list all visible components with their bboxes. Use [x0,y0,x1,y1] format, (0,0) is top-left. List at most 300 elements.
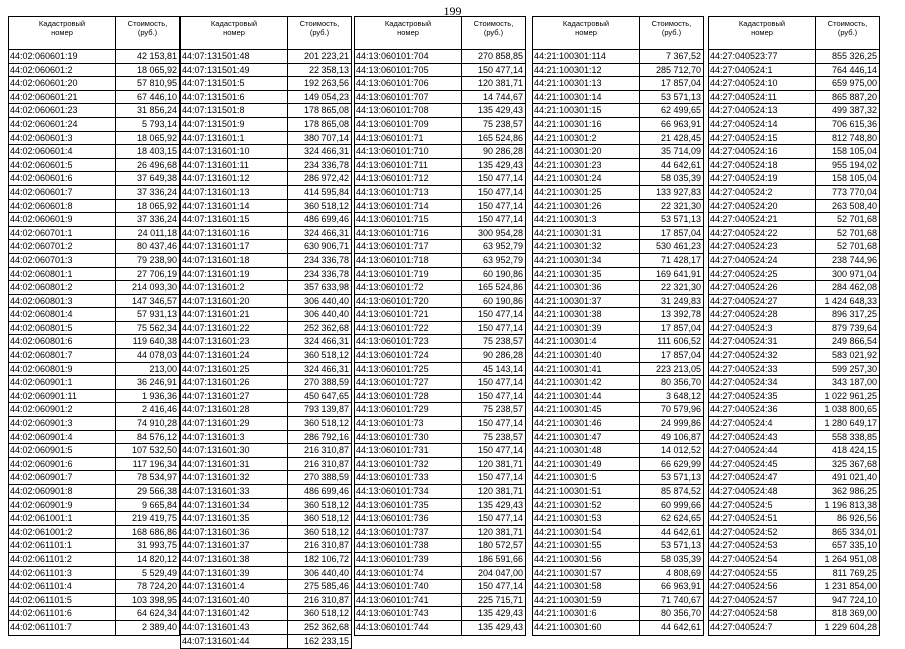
cadastral-number-cell: 44:13:060101:718 [355,254,462,267]
table-row [9,580,179,594]
table-row [9,390,179,404]
cost-cell: 103 398,95 [131,594,177,605]
table-row [355,512,525,526]
table-row [533,499,703,513]
table-row [533,50,703,64]
table-row [355,281,525,295]
table-row [355,227,525,241]
cost-cell: 53 571,13 [660,214,701,225]
cost-cell: 213,00 [149,363,177,374]
table-row [181,77,351,91]
cadastral-number-cell: 44:07:131601:33 [181,485,288,498]
cadastral-number-cell: 44:21:100301:114 [533,50,640,63]
cadastral-number-cell: 44:21:100301:23 [533,159,640,172]
cadastral-number-cell: 44:07:131601:35 [181,512,288,525]
table-row [533,403,703,417]
table-row [533,539,703,553]
cadastral-number-cell: 44:21:100301:59 [533,594,640,607]
cost-cell: 75 562,34 [136,322,177,333]
table-row [181,335,351,349]
cost-table-3 [354,16,526,636]
table-row [9,363,179,377]
cadastral-number-cell: 44:13:060101:731 [355,444,462,457]
table-row [9,417,179,431]
table-row [355,77,525,91]
cost-cell: 360 518,12 [303,350,349,361]
cost-cell: 818 369,00 [831,608,877,619]
cost-cell: 165 524,86 [477,132,523,143]
cost-cell: 75 238,57 [482,431,523,442]
cost-cell: 865 334,01 [831,526,877,537]
cost-cell: 450 647,65 [303,390,349,401]
cost-cell: 133 927,83 [655,186,701,197]
table-row [9,227,179,241]
cadastral-number-cell: 44:21:100301:53 [533,512,640,525]
cadastral-number-cell: 44:07:131601:4 [181,580,288,593]
cost-cell: 324 466,31 [303,336,349,347]
cost-cell: 360 518,12 [303,200,349,211]
table-row [9,539,179,553]
table-row [181,145,351,159]
cost-cell: 18 065,92 [136,64,177,75]
cadastral-number-cell: 44:02:060801:6 [9,335,116,348]
cost-cell: 3 648,12 [665,390,701,401]
table-row [533,308,703,322]
cost-cell: 120 381,71 [477,526,523,537]
cadastral-number-cell: 44:21:100301:60 [533,621,640,635]
table-row [533,526,703,540]
table-row [709,431,879,445]
cost-cell: 44 642,61 [660,526,701,537]
cadastral-number-cell: 44:07:131601:13 [181,186,288,199]
cadastral-number-cell: 44:13:060101:733 [355,471,462,484]
cadastral-number-cell: 44:21:100301:24 [533,172,640,185]
table-row [355,567,525,581]
cadastral-number-cell: 44:07:131601:18 [181,254,288,267]
header-cost: Стоимость, (руб.) [299,19,340,37]
cadastral-number-cell: 44:13:060101:729 [355,403,462,416]
table-row [181,471,351,485]
cadastral-number-cell: 44:07:131601:3 [181,431,288,444]
cadastral-number-cell: 44:27:040524:51 [709,512,816,525]
cost-cell: 64 624,34 [136,608,177,619]
cadastral-number-cell: 44:13:060101:723 [355,335,462,348]
cost-cell: 90 286,28 [482,146,523,157]
table-header [533,17,703,50]
cadastral-number-cell: 44:02:060601:3 [9,132,116,145]
table-row [709,240,879,254]
cost-cell: 120 381,71 [477,458,523,469]
cadastral-number-cell: 44:21:100301:36 [533,281,640,294]
cadastral-number-cell: 44:13:060101:715 [355,213,462,226]
cost-cell: 530 461,23 [655,241,701,252]
cadastral-number-cell: 44:13:060101:734 [355,485,462,498]
cost-cell: 896 317,25 [831,309,877,320]
cadastral-number-cell: 44:07:131501:5 [181,77,288,90]
cadastral-number-cell: 44:21:100301:51 [533,485,640,498]
table-row [355,417,525,431]
cost-cell: 90 286,28 [482,350,523,361]
table-row [533,64,703,78]
cadastral-number-cell: 44:21:100301:56 [533,553,640,566]
cost-cell: 27 706,19 [136,268,177,279]
table-row [709,553,879,567]
cost-cell: 74 910,28 [136,418,177,429]
cadastral-number-cell: 44:21:100301:12 [533,64,640,77]
cost-cell: 53 571,13 [660,472,701,483]
cost-cell: 45 143,14 [482,363,523,374]
table-row [181,91,351,105]
table-row [9,335,179,349]
table-row [709,390,879,404]
cost-cell: 150 477,14 [477,472,523,483]
cadastral-number-cell: 44:13:060101:711 [355,159,462,172]
table-row [355,145,525,159]
cost-cell: 107 532,50 [131,445,177,456]
table-row [709,64,879,78]
page-number: 199 [443,4,462,18]
cadastral-number-cell: 44:27:040524:13 [709,104,816,117]
cadastral-number-cell: 44:02:060801:2 [9,281,116,294]
cadastral-number-cell: 44:13:060101:71 [355,132,462,145]
cadastral-number-cell: 44:13:060101:738 [355,539,462,552]
cost-cell: 17 857,04 [660,227,701,238]
cadastral-number-cell: 44:21:100301:45 [533,403,640,416]
cost-cell: 117 196,34 [132,458,177,469]
cadastral-number-cell: 44:02:060701:3 [9,254,116,267]
cadastral-number-cell: 44:27:040524:4 [709,417,816,430]
cost-cell: 225 715,71 [477,594,523,605]
cadastral-number-cell: 44:13:060101:74 [355,567,462,580]
table-row [355,580,525,594]
cost-cell: 360 518,12 [303,499,349,510]
cost-cell: 165 524,86 [477,282,523,293]
cost-cell: 360 518,12 [303,608,349,619]
cost-cell: 300 971,04 [831,268,877,279]
cadastral-number-cell: 44:27:040524:48 [709,485,816,498]
table-row [355,607,525,621]
cost-cell: 270 858,85 [477,51,523,61]
cadastral-number-cell: 44:27:040524:31 [709,335,816,348]
cadastral-number-cell: 44:07:131601:12 [181,172,288,185]
cadastral-number-cell: 44:27:040524:7 [709,621,816,635]
cost-cell: 66 963,91 [660,581,701,592]
table-row [533,390,703,404]
cadastral-number-cell: 44:02:060901:11 [9,390,116,403]
cost-cell: 811 769,25 [832,567,877,578]
cost-cell: 53 571,13 [660,91,701,102]
cadastral-number-cell: 44:27:040524:47 [709,471,816,484]
table-row [355,268,525,282]
table-row [355,485,525,499]
table-row [355,526,525,540]
cost-cell: 58 035,39 [660,173,701,184]
cost-cell: 75 238,57 [482,404,523,415]
cost-cell: 22 321,30 [660,282,701,293]
table-row [355,431,525,445]
cadastral-number-cell: 44:27:040524:33 [709,363,816,376]
table-row [355,458,525,472]
cost-cell: 360 518,12 [303,526,349,537]
cadastral-number-cell: 44:21:100301:4 [533,335,640,348]
table-row [9,607,179,621]
table-row [181,322,351,336]
cost-cell: 162 233,15 [303,635,349,646]
cost-cell: 60 190,86 [482,295,523,306]
cadastral-number-cell: 44:21:100301:41 [533,363,640,376]
table-row [533,132,703,146]
table-header [181,17,351,50]
table-row [533,77,703,91]
cost-cell: 947 724,10 [831,594,877,605]
cost-cell: 75 238,57 [482,336,523,347]
table-row [9,268,179,282]
table-row [181,308,351,322]
table-row [181,200,351,214]
cadastral-number-cell: 44:13:060101:724 [355,349,462,362]
cadastral-number-cell: 44:02:060801:9 [9,363,116,376]
cadastral-number-cell: 44:27:040524:3 [709,322,816,335]
header-cadastral-number: Кадастровый номер [355,17,462,49]
table-row [355,403,525,417]
cadastral-number-cell: 44:27:040524:56 [709,580,816,593]
cost-cell: 300 954,28 [477,227,523,238]
table-row [355,240,525,254]
cadastral-number-cell: 44:02:061101:6 [9,607,116,620]
table-row [709,512,879,526]
cost-cell: 135 429,43 [477,499,523,510]
cadastral-number-cell: 44:02:060901:8 [9,485,116,498]
table-row [709,363,879,377]
table-row [533,431,703,445]
cost-cell: 149 054,23 [303,91,349,102]
table-row [181,417,351,431]
table-row [181,281,351,295]
table-row [533,594,703,608]
cadastral-number-cell: 44:02:060601:4 [9,145,116,158]
header-cadastral-number: Кадастровый номер [181,17,288,49]
table-row [9,295,179,309]
cost-cell: 52 701,68 [836,227,877,238]
table-row [181,635,351,649]
table-row [181,376,351,390]
cadastral-number-cell: 44:02:060601:21 [9,91,116,104]
cadastral-number-cell: 44:21:100301:54 [533,526,640,539]
cost-cell: 216 310,87 [303,458,349,469]
cost-cell: 18 065,92 [136,200,177,211]
table-row [709,77,879,91]
cadastral-number-cell: 44:27:040524:2 [709,186,816,199]
cost-cell: 150 477,14 [477,445,523,456]
cost-cell: 135 429,43 [477,608,523,619]
cost-cell: 306 440,40 [303,309,349,320]
cost-cell: 135 429,43 [477,159,523,170]
cost-cell: 62 499,65 [660,105,701,116]
cadastral-number-cell: 44:27:040524:23 [709,240,816,253]
table-row [355,539,525,553]
table-row [355,91,525,105]
table-row [533,145,703,159]
cadastral-number-cell: 44:27:040524:18 [709,159,816,172]
table-row [181,539,351,553]
cadastral-number-cell: 44:02:061101:4 [9,580,116,593]
cadastral-number-cell: 44:21:100301:35 [533,268,640,281]
cost-cell: 57 931,13 [136,309,177,320]
cost-cell: 865 887,20 [831,91,877,102]
table-row [181,213,351,227]
table-row [181,132,351,146]
cadastral-number-cell: 44:27:040524:58 [709,607,816,620]
cost-cell: 120 381,71 [477,486,523,496]
table-row [181,104,351,118]
cadastral-number-cell: 44:07:131601:1 [181,132,288,145]
cadastral-number-cell: 44:02:060601:20 [9,77,116,90]
table-row [533,295,703,309]
table-row [181,118,351,132]
cost-cell: 286 792,16 [303,431,349,442]
cost-cell: 168 686,86 [131,526,177,537]
cadastral-number-cell: 44:02:061001:2 [9,526,116,539]
cadastral-number-cell: 44:13:060101:719 [355,268,462,281]
cost-cell: 79 238,90 [136,254,177,265]
cadastral-number-cell: 44:21:100301:55 [533,539,640,552]
cost-cell: 49 106,87 [660,431,701,442]
cadastral-number-cell: 44:13:060101:720 [355,295,462,308]
cadastral-number-cell: 44:13:060101:716 [355,227,462,240]
table-row [181,526,351,540]
cost-cell: 2 389,40 [141,621,177,632]
cadastral-number-cell: 44:07:131601:36 [181,526,288,539]
cost-cell: 4 808,69 [665,567,701,578]
table-row [9,553,179,567]
cost-cell: 135 429,43 [477,105,523,116]
cadastral-number-cell: 44:07:131501:6 [181,91,288,104]
table-row [709,594,879,608]
cadastral-number-cell: 44:07:131501:48 [181,50,288,63]
cadastral-number-cell: 44:07:131601:21 [181,308,288,321]
header-cost: Стоимость, (руб.) [473,19,514,37]
table-row [9,444,179,458]
cost-cell: 491 021,40 [831,472,877,483]
cost-cell: 583 021,92 [831,350,877,361]
cadastral-number-cell: 44:27:040524:45 [709,458,816,471]
cadastral-number-cell: 44:07:131501:49 [181,64,288,77]
table-row [533,200,703,214]
cost-cell: 599 257,30 [831,363,877,374]
table-row [355,444,525,458]
table-row [533,349,703,363]
cost-cell: 234 336,78 [303,254,349,265]
cadastral-number-cell: 44:13:060101:704 [355,50,462,63]
cost-cell: 219 419,75 [131,513,177,524]
table-row [533,458,703,472]
cost-cell: 360 518,12 [303,418,349,429]
table-row [9,376,179,390]
table-row [355,335,525,349]
cadastral-number-cell: 44:13:060101:707 [355,91,462,104]
cadastral-number-cell: 44:02:060701:1 [9,227,116,240]
cost-cell: 5 793,14 [141,118,177,129]
table-row [533,322,703,336]
cost-cell: 150 477,14 [477,418,523,429]
cost-cell: 60 190,86 [482,268,523,279]
table-row [355,172,525,186]
cost-cell: 630 906,71 [303,241,349,252]
cost-cell: 270 388,59 [303,377,349,388]
table-row [709,499,879,513]
cadastral-number-cell: 44:07:131601:14 [181,200,288,213]
table-row [709,444,879,458]
cost-cell: 62 624,65 [660,513,701,524]
cost-cell: 31 249,83 [660,295,701,306]
cost-cell: 26 496,68 [136,159,177,170]
table-row [9,104,179,118]
cadastral-number-cell: 44:13:060101:725 [355,363,462,376]
cadastral-number-cell: 44:21:100301:31 [533,227,640,240]
table-row [709,254,879,268]
cadastral-number-cell: 44:13:060101:741 [355,594,462,607]
table-row [181,295,351,309]
cadastral-number-cell: 44:02:060601:9 [9,213,116,226]
cost-cell: 44 642,61 [660,621,701,632]
cost-cell: 1 196 813,38 [824,499,877,510]
cadastral-number-cell: 44:07:131601:23 [181,335,288,348]
cadastral-number-cell: 44:27:040524:10 [709,77,816,90]
table-row [9,485,179,499]
cost-table-1 [8,16,180,636]
cadastral-number-cell: 44:07:131601:40 [181,594,288,607]
cost-cell: 275 585,46 [303,581,349,592]
cadastral-number-cell: 44:07:131601:29 [181,417,288,430]
cadastral-number-cell: 44:13:060101:740 [355,580,462,593]
cadastral-number-cell: 44:02:061101:2 [9,553,116,566]
cost-cell: 418 424,15 [831,445,877,456]
cadastral-number-cell: 44:21:100301:42 [533,376,640,389]
cost-cell: 499 387,32 [831,105,877,116]
cadastral-number-cell: 44:27:040524:20 [709,200,816,213]
cadastral-number-cell: 44:21:100301:37 [533,295,640,308]
table-row [709,349,879,363]
cost-cell: 180 572,57 [477,540,523,551]
cadastral-number-cell: 44:27:040524:14 [709,118,816,131]
cadastral-number-cell: 44:27:040524:16 [709,145,816,158]
cost-cell: 306 440,40 [303,567,349,578]
cost-cell: 71 428,17 [660,254,701,265]
table-row [533,254,703,268]
table-row [709,132,879,146]
cost-cell: 1 936,36 [141,390,177,401]
table-row [709,322,879,336]
cadastral-number-cell: 44:21:100301:26 [533,200,640,213]
cost-cell: 119 640,38 [132,336,177,347]
cadastral-number-cell: 44:02:060901:6 [9,458,116,471]
table-row [533,118,703,132]
table-row [181,621,351,635]
cadastral-number-cell: 44:02:060601:6 [9,172,116,185]
header-cadastral-number: Кадастровый номер [709,17,816,49]
cost-cell: 18 065,92 [136,132,177,143]
cost-cell: 44 642,61 [660,159,701,170]
cadastral-number-cell: 44:07:131601:25 [181,363,288,376]
cadastral-number-cell: 44:27:040524:21 [709,213,816,226]
cadastral-number-cell: 44:02:061001:1 [9,512,116,525]
table-header [9,17,179,50]
cost-cell: 147 346,57 [131,295,177,306]
cost-cell: 75 238,57 [482,118,523,129]
cadastral-number-cell: 44:02:060801:5 [9,322,116,335]
cost-cell: 37 336,24 [136,214,177,225]
table-row [355,390,525,404]
